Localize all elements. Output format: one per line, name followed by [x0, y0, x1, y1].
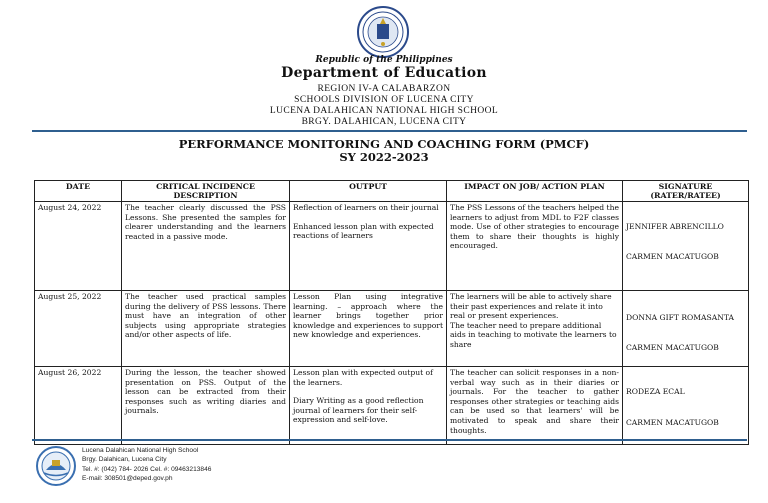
republic-line: Republic of the Philippines — [315, 55, 453, 65]
row-critical: The teacher clearly discussed the PSS Lessons. She presented the samples for clearer understanding and the learners reacted in a passive mode. — [122, 202, 290, 291]
output-item: Enhanced lesson plan with expected reactions of learners — [293, 221, 434, 241]
region-line: REGION IV-A CALABARZON — [317, 84, 451, 94]
output-item: Lesson Plan using integrative learning. – approach where the learner brings together prior knowledge and experiences to support new knowledge and experiences. — [293, 292, 443, 340]
row-output — [290, 202, 447, 291]
row-impact — [447, 291, 623, 367]
ratee-name: CARMEN MACATUGOB — [626, 251, 719, 261]
address-line: BRGY. DALAHICAN, LUCENA CITY — [301, 117, 467, 127]
table-header-row — [35, 181, 749, 202]
table-row — [35, 202, 749, 291]
school-logo-icon — [36, 446, 76, 486]
header-divider — [32, 130, 747, 132]
row-signature — [623, 367, 749, 445]
header-impact: IMPACT ON JOB/ ACTION PLAN — [447, 181, 623, 202]
header-signature: SIGNATURE (RATER/RATEE) — [623, 181, 749, 202]
ratee-name: CARMEN MACATUGOB — [626, 417, 719, 427]
footer-divider — [32, 439, 747, 441]
rater-name: DONNA GIFT ROMASANTA — [626, 313, 734, 322]
impact-item: The teacher need to prepare additional aids in teaching to motivate the learners to share — [450, 320, 617, 349]
output-item: Diary Writing as a good reflection journal of learners for their self-expression and self-love. — [293, 396, 424, 425]
footer-address: Brgy. Dalahican, Lucena City — [82, 456, 167, 464]
rater-name: RODEZA ECAL — [626, 387, 685, 396]
school-line: LUCENA DALAHICAN NATIONAL HIGH SCHOOL — [269, 106, 499, 116]
row-critical: The teacher used practical samples during the delivery of PSS lessons. There must have an integration of other subjects using appropriate strategies and/or other aspects of life. — [122, 291, 290, 367]
rater-name: JENNIFER ABRENCILLO — [626, 222, 724, 231]
footer-email: E-mail: 308501@deped.gov.ph — [82, 475, 173, 483]
footer-contact — [82, 446, 211, 484]
pmcf-table — [34, 180, 749, 445]
row-impact — [447, 367, 623, 445]
row-date: August 26, 2022 — [35, 367, 122, 445]
impact-item: The teacher can solicit responses in a non-verbal way such as in their diaries or journals. For the teacher to gather responses other strategies or teaching aids can be used so that learners' will be motivated to speak and share their thoughts. — [450, 368, 619, 435]
header-date: DATE — [35, 181, 122, 202]
row-signature — [623, 291, 749, 367]
header-output: OUTPUT — [290, 181, 447, 202]
row-output — [290, 291, 447, 367]
table-row — [35, 291, 749, 367]
division-line: SCHOOLS DIVISION OF LUCENA CITY — [294, 95, 474, 105]
header-critical-incidence: CRITICAL INCIDENCE DESCRIPTION — [122, 181, 290, 202]
row-output — [290, 367, 447, 445]
impact-item: The learners will be able to actively share their past experiences and relate it into real or present experiences. — [450, 292, 612, 321]
impact-item: The PSS Lessons of the teachers helped the learners to adjust from MDL to F2F classes mode. Use of other strategies to encourage them to share their thoughts is highly encouraged. — [450, 203, 619, 251]
ratee-name: CARMEN MACATUGOB — [626, 342, 719, 352]
form-school-year: SY 2022-2023 — [339, 150, 429, 164]
department-name: Department of Education — [281, 65, 487, 81]
output-item: Lesson plan with expected output of the learners. — [293, 368, 433, 387]
output-item: Reflection of learners on their journal — [293, 203, 439, 212]
row-critical: During the lesson, the teacher showed presentation on PSS. Output of the lesson can be extracted from their responses such as writing diaries and journals. — [122, 367, 290, 445]
footer-school: Lucena Dalahican National High School — [82, 447, 199, 454]
row-date: August 25, 2022 — [35, 291, 122, 367]
footer-phone: Tel. #: (042) 784- 2026 Cel. #: 09463213846 — [82, 465, 212, 473]
table-row — [35, 367, 749, 445]
form-title — [0, 138, 768, 164]
deped-seal-icon — [357, 6, 409, 58]
row-impact — [447, 202, 623, 291]
row-date: August 24, 2022 — [35, 202, 122, 291]
row-signature — [623, 202, 749, 291]
form-title-main: PERFORMANCE MONITORING AND COACHING FORM (PMCF) — [178, 137, 590, 151]
